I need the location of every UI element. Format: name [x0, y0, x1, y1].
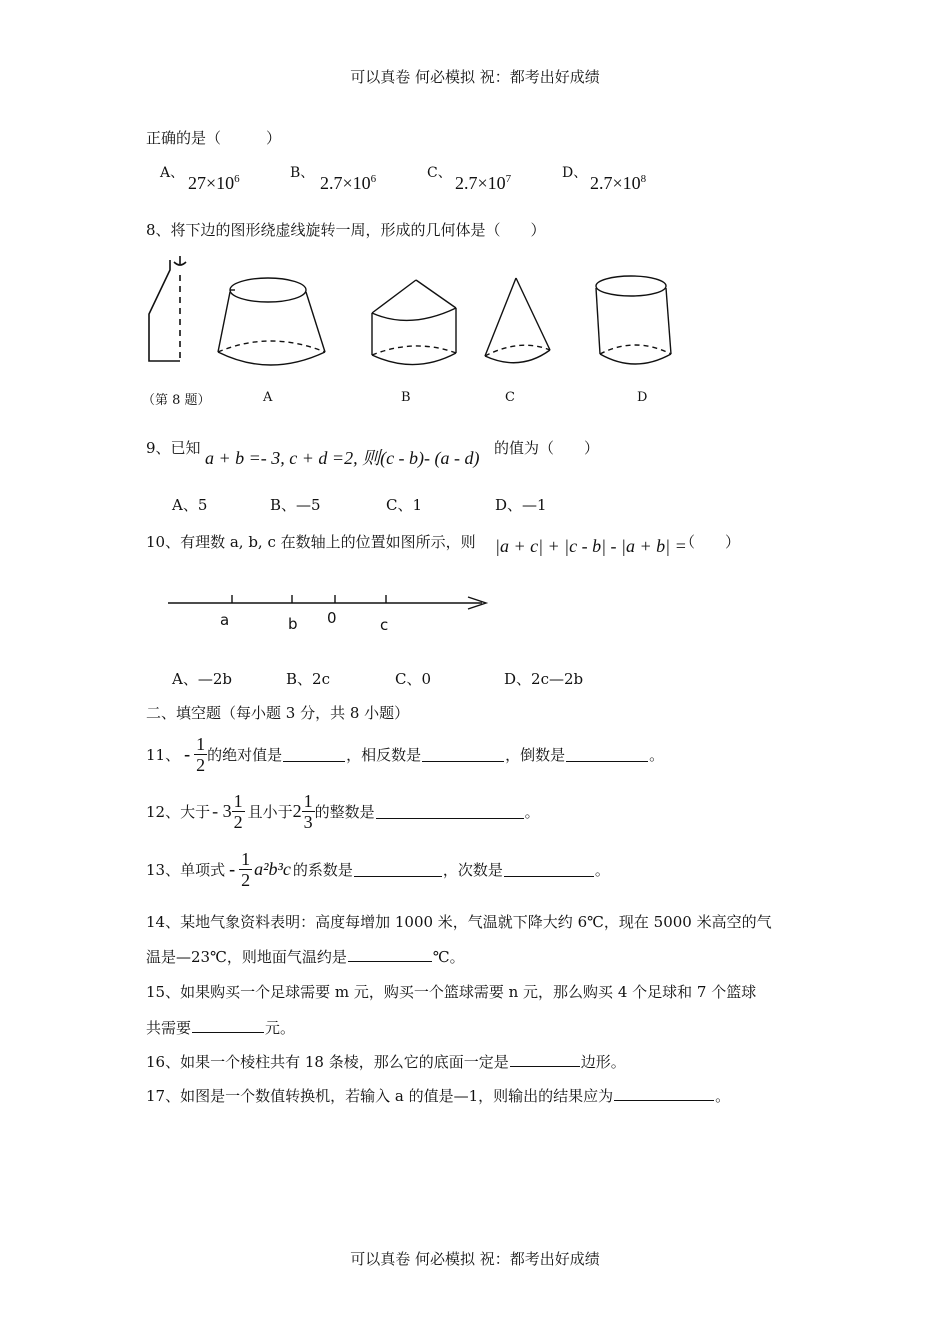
page-footer: 可以真卷 何必模拟 祝：都考出好成绩 — [350, 1250, 600, 1268]
q8-caption: （第 8 题） — [142, 393, 211, 408]
axis-label-c: c — [380, 616, 389, 634]
q13-monomial: a²b³c — [254, 859, 291, 879]
axis-label-0: 0 — [327, 609, 337, 627]
q9-option-b[interactable]: B、—5 — [270, 496, 321, 514]
q10-option-d[interactable]: D、2c—2b — [504, 670, 584, 688]
q9-expression: a + b =- 3, c + d =2, 则(c - b)- (a - d) — [205, 448, 480, 468]
option-label: A、 — [160, 165, 185, 181]
q12-blank[interactable] — [376, 804, 524, 819]
q11: 11、 - $\frac{1}{2}$ 的绝对值是 ，相反数是 ，倒数是 。 — [146, 734, 665, 775]
page-header: 可以真卷 何必模拟 祝：都考出好成绩 — [350, 68, 600, 86]
q14-line2: 温是—23℃，则地面气温约是 ℃。 — [146, 948, 465, 966]
q15-line2: 共需要 元。 — [146, 1019, 296, 1037]
q10-suffix: （ ） — [680, 533, 741, 551]
q11-blank-opposite[interactable] — [422, 747, 504, 762]
q12-fraction-2: $\frac{1}{3}$ — [303, 791, 313, 832]
axis-label-b: b — [288, 615, 298, 633]
q11-blank-abs[interactable] — [283, 747, 345, 762]
q12-mixed1-whole: - 3 — [212, 801, 232, 821]
q12-mixed2-whole: 2 — [292, 801, 302, 821]
option-label: B、 — [290, 165, 315, 181]
q10-option-b[interactable]: B、2c — [286, 670, 330, 688]
option-value: $2.7\times 10^7$ — [455, 173, 512, 193]
section-2-title: 二、填空题（每小题 3 分，共 8 小题） — [146, 704, 410, 722]
q14-line1: 14、某地气象资料表明：高度每增加 1000 米，气温就下降大约 6℃，现在 5000 米高空的气 — [146, 913, 772, 931]
q10-option-c[interactable]: C、0 — [395, 670, 432, 688]
option-label: C、 — [427, 165, 452, 181]
q13-blank-degree[interactable] — [504, 862, 594, 877]
option-value: $27\times 10^6$ — [188, 173, 240, 193]
q15-blank[interactable] — [192, 1018, 264, 1033]
q17-blank[interactable] — [614, 1086, 714, 1101]
q17: 17、如图是一个数值转换机，若输入 a 的值是—1，则输出的结果应为 。 — [146, 1087, 731, 1105]
q10-stem: 10、有理数 a, b, c 在数轴上的位置如图所示，则 — [146, 533, 476, 551]
q8-shape-b-cone-cylinder — [372, 280, 456, 365]
q10-expression: |a + c| + |c - b| - |a + b| = — [495, 536, 687, 556]
q10-option-a[interactable]: A、—2b — [172, 670, 232, 688]
axis-label-a: a — [220, 611, 230, 629]
q14-blank[interactable] — [348, 947, 432, 962]
q11-blank-reciprocal[interactable] — [566, 747, 648, 762]
q11-fraction: $\frac{1}{2}$ — [196, 734, 206, 775]
q8-label-a[interactable]: A — [263, 390, 273, 405]
q9-option-a[interactable]: A、5 — [172, 496, 208, 514]
q8-shape-d-cylinder — [596, 276, 671, 364]
q13-fraction: $\frac{1}{2}$ — [241, 849, 251, 890]
q12-fraction-1: $\frac{1}{2}$ — [233, 791, 243, 832]
q10-number-line — [160, 585, 500, 635]
q9-prefix: 9、已知 — [146, 439, 201, 457]
option-value: $2.7\times 10^8$ — [590, 173, 647, 193]
q8-label-d[interactable]: D — [637, 390, 648, 405]
q7-stem: 正确的是（ ） — [146, 129, 282, 147]
option-label: D、 — [562, 165, 588, 181]
q8-label-c[interactable]: C — [505, 390, 515, 405]
q9-option-c[interactable]: C、1 — [386, 496, 423, 514]
q12: 12、大于 - 3 $\frac{1}{2}$ 且小于 2 $\frac{1}{3}$ 的整数是 。 — [146, 791, 540, 832]
option-value: $2.7\times 10^6$ — [320, 173, 377, 193]
q13-blank-coefficient[interactable] — [354, 862, 442, 877]
q13: 13、单项式 - $\frac{1}{2}$ a²b³c 的系数是 ，次数是 。 — [146, 849, 610, 890]
q8-stem: 8、将下边的图形绕虚线旋转一周，形成的几何体是（ ） — [146, 221, 546, 239]
q16: 16、如果一个棱柱共有 18 条棱，那么它的底面一定是 边形。 — [146, 1053, 626, 1071]
q8-label-b[interactable]: B — [401, 390, 411, 405]
q11-sign: - — [184, 744, 191, 764]
q15-line1: 15、如果购买一个足球需要 m 元，购买一个篮球需要 n 元，那么购买 4 个足球和 7 个篮球 — [146, 983, 757, 1001]
q16-blank[interactable] — [510, 1052, 580, 1067]
q8-figure — [130, 250, 690, 380]
q9-option-d[interactable]: D、—1 — [495, 496, 547, 514]
q8-original-shape — [149, 256, 186, 361]
q8-shape-a-frustum — [218, 278, 325, 365]
q9-suffix: 的值为（ ） — [494, 439, 600, 457]
q8-shape-c-cone — [485, 278, 550, 363]
q13-sign: - — [229, 859, 236, 879]
